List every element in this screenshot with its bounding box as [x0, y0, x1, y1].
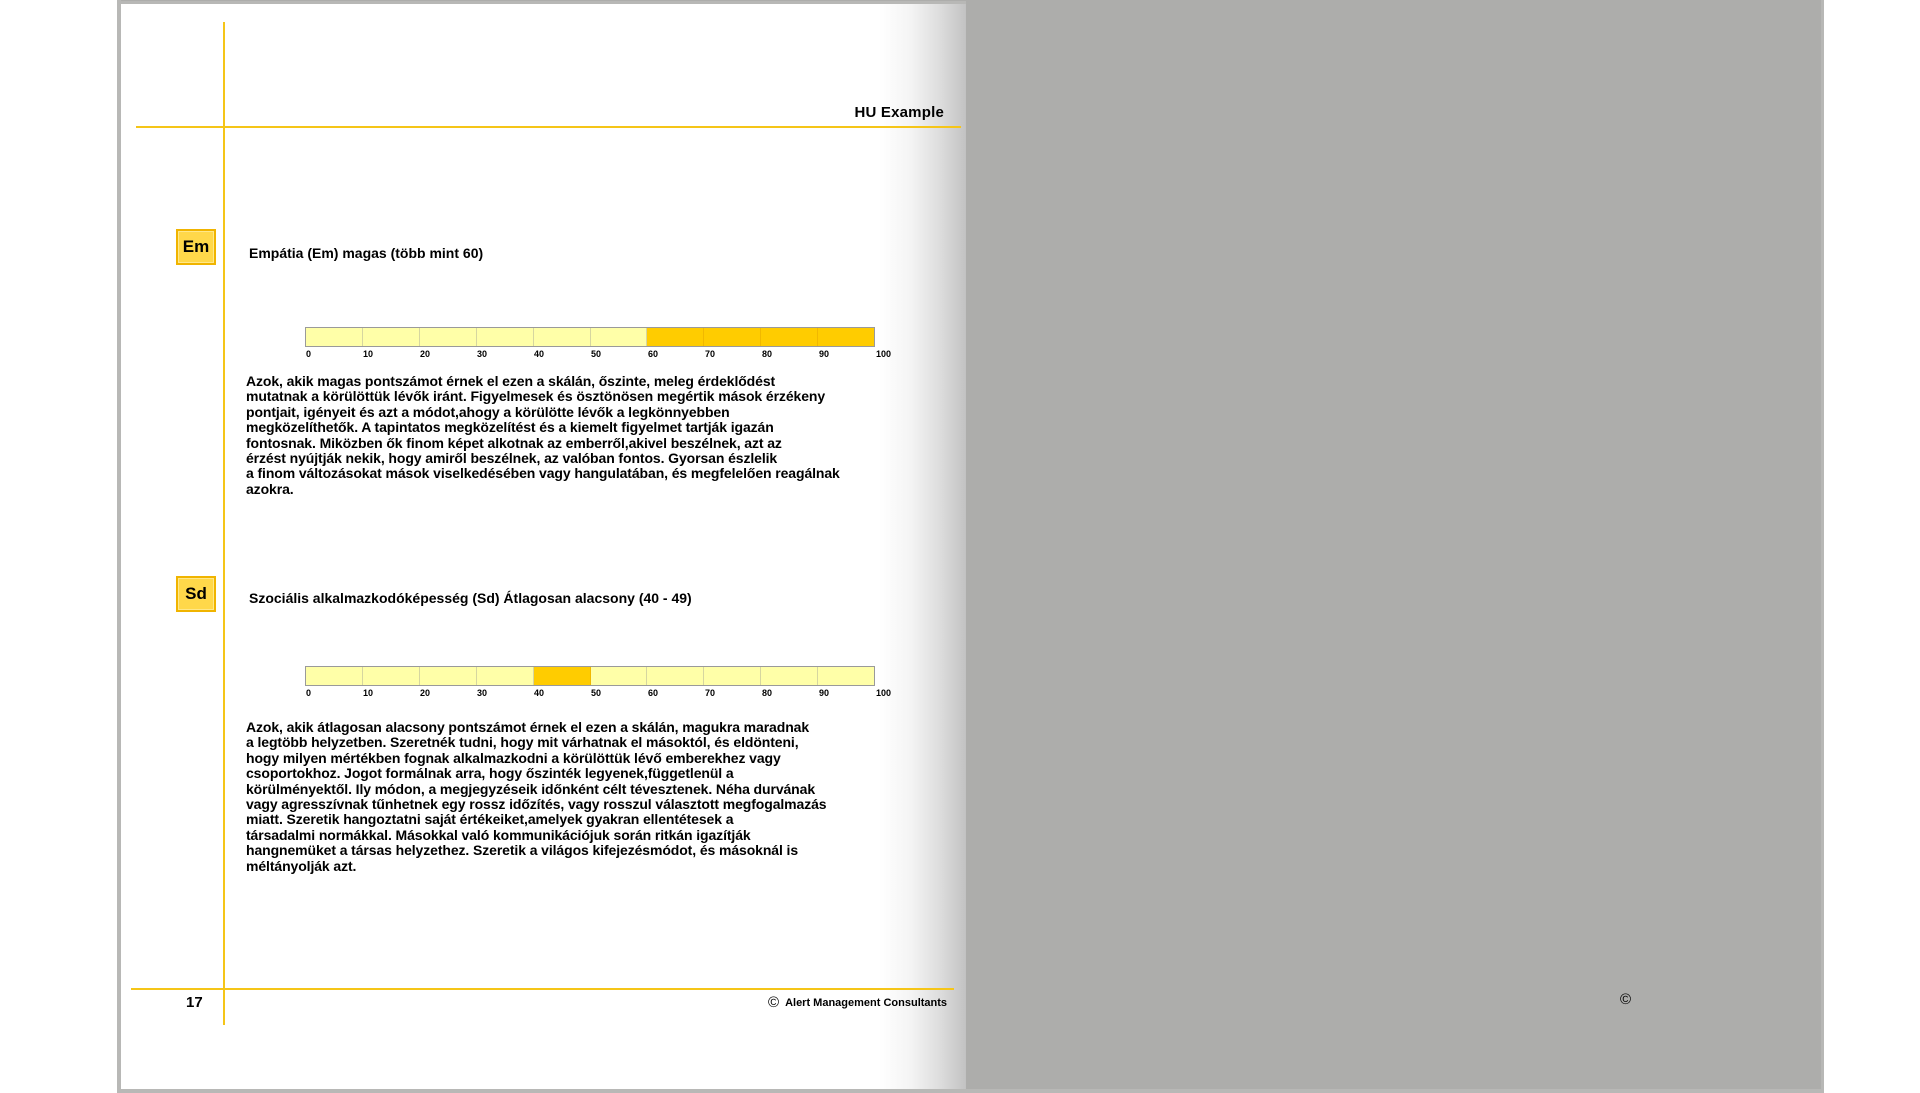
description-line: vagy agresszívnak tűnhetnek egy rossz időzítés, vagy rosszul választott megfogalmazás	[246, 796, 827, 813]
scale-cell	[477, 667, 534, 685]
scale-tick-label: 40	[534, 688, 545, 698]
description-line: érzést nyújtják nekik, hogy amiről beszélnek, az valóban fontos. Gyorsan észlelik	[246, 450, 778, 467]
scale-cell	[306, 667, 363, 685]
scale-cell	[420, 667, 477, 685]
scale-tick-label: 50	[591, 349, 602, 359]
scale-tick-label: 50	[591, 688, 602, 698]
scale-cell	[534, 667, 591, 685]
scale-tick-label: 20	[420, 349, 431, 359]
scale-tick-label: 80	[762, 349, 773, 359]
description-line: hangnemüket a társas helyzethez. Szeretik a világos kifejezésmódot, és másoknál is	[246, 842, 799, 859]
scale-cell	[591, 328, 648, 346]
description-line: Azok, akik magas pontszámot érnek el ezen a skálán, őszinte, meleg érdeklődést	[246, 373, 776, 389]
scale-cell	[818, 328, 874, 346]
scale-cell	[534, 328, 591, 346]
description-line: a finom változásokat mások viselkedésében vagy hangulatában, és megfelelően reagálnak	[246, 465, 840, 482]
description-line: megközelíthetők. A tapintatos megközelítést és a kiemelt figyelmet tartják igazán	[246, 419, 774, 436]
description-line: csoportokhoz. Jogot formálnak arra, hogy őszinték legyenek,függetlenül a	[246, 765, 734, 782]
scale-cell	[818, 667, 874, 685]
scale-cell	[591, 667, 648, 685]
scale-cell	[761, 667, 818, 685]
em-badge: Em	[176, 229, 216, 265]
scale-cell	[306, 328, 363, 346]
scale-cell	[420, 328, 477, 346]
scale-cell	[704, 667, 761, 685]
description-line: méltányolják azt.	[246, 857, 357, 874]
scale-tick-label: 100	[876, 688, 892, 698]
scale-tick-label: 30	[477, 349, 488, 359]
scale-tick-label: 60	[648, 349, 659, 359]
scale-tick-label: 10	[363, 688, 374, 698]
scale-tick-label: 60	[648, 688, 659, 698]
sd-badge: Sd	[176, 576, 216, 612]
scale-cell	[647, 328, 704, 346]
sd-section-title: Szociális alkalmazkodóképesség (Sd) Átlagosan alacsony (40 - 49)	[249, 590, 692, 606]
scale-tick-label: 0	[306, 349, 312, 359]
description-line: hogy milyen mértékben fognak alkalmazkodni a körülöttük lévő emberekhez vagy	[246, 749, 781, 766]
scale-tick-label: 100	[876, 349, 892, 359]
scale-tick-label: 40	[534, 349, 545, 359]
scale-cell	[363, 328, 420, 346]
scale-tick-label: 70	[705, 349, 716, 359]
em-section-title: Empátia (Em) magas (több mint 60)	[249, 245, 484, 261]
scale-tick-label: 90	[819, 688, 830, 698]
scale-cell	[647, 667, 704, 685]
header-rule	[136, 126, 961, 128]
footer-rule	[131, 988, 954, 990]
page-number: 17	[186, 994, 203, 1011]
em-score-scale	[305, 327, 875, 347]
description-line: fontosnak. Miközben ők finom képet alkotnak az emberről,akivel beszélnek, azt az	[246, 434, 782, 451]
em-description	[246, 374, 886, 497]
footer-copyright	[768, 994, 947, 1011]
scale-tick-label: 10	[363, 349, 374, 359]
description-line: Azok, akik átlagosan alacsony pontszámot érnek el ezen a skálán, magukra maradnak	[246, 719, 810, 735]
right-page-copyright-icon: ©	[1620, 991, 1632, 1008]
em-scale-ticks	[305, 349, 895, 361]
description-line: a legtöbb helyzetben. Szeretnék tudni, hogy mit várhatnak el másoktól, és eldönteni,	[246, 734, 799, 751]
description-line: társadalmi normákkal. Másokkal való kommunikációjuk során ritkán igazítják	[246, 826, 751, 843]
scale-cell	[363, 667, 420, 685]
description-line: körülményektől. Ily módon, a megjegyzéseik időnként célt tévesztenek. Néha durvának	[246, 780, 816, 797]
description-line: pontjait, igényeit és azt a módot,ahogy a körülötte lévők a legkönnyebben	[246, 403, 730, 420]
left-margin-rule	[223, 22, 225, 1025]
sd-score-scale	[305, 666, 875, 686]
scale-cell	[477, 328, 534, 346]
document-page	[121, 4, 966, 1089]
sd-description	[246, 720, 886, 874]
description-line: azokra.	[246, 480, 294, 497]
scale-tick-label: 0	[306, 688, 312, 698]
scale-tick-label: 20	[420, 688, 431, 698]
description-line: mutatnak a körülöttük lévők iránt. Figyelmesek és ösztönösen megértik mások érzékeny	[246, 388, 826, 405]
scale-cell	[704, 328, 761, 346]
copyright-icon: ©	[768, 994, 780, 1011]
scale-tick-label: 30	[477, 688, 488, 698]
scale-tick-label: 80	[762, 688, 773, 698]
scale-tick-label: 70	[705, 688, 716, 698]
document-header-title: HU Example	[854, 104, 944, 121]
description-line: miatt. Szeretik hangoztatni saját értékeiket,amelyek gyakran ellentétesek a	[246, 811, 734, 828]
scale-tick-label: 90	[819, 349, 830, 359]
company-name: Alert Management Consultants	[785, 996, 948, 1009]
scale-cell	[761, 328, 818, 346]
sd-scale-ticks	[305, 688, 895, 700]
